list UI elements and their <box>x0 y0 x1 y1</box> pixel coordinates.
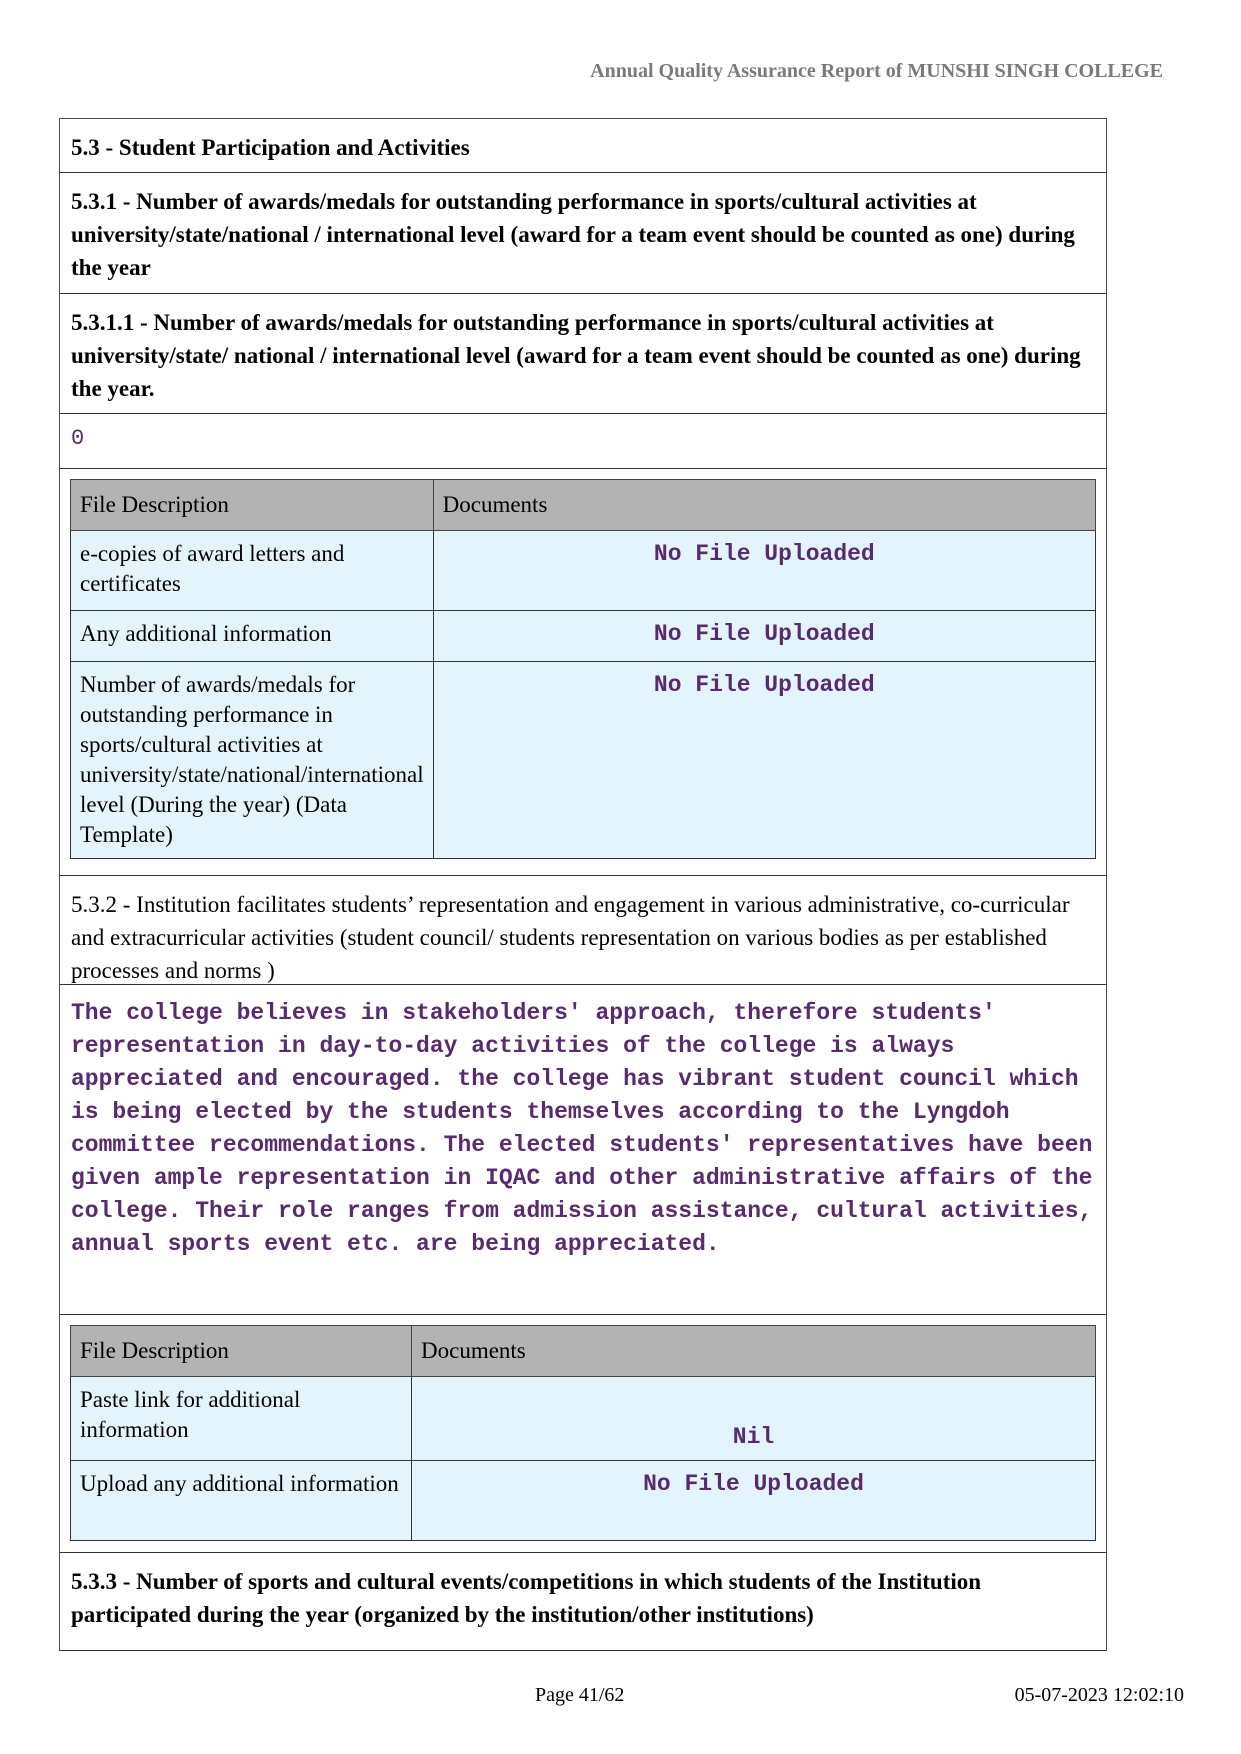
file-table-2-wrapper <box>60 1315 1106 1553</box>
document-status: No File Uploaded <box>433 531 1095 611</box>
table-row <box>71 531 1096 611</box>
document-link: Nil <box>412 1377 1096 1461</box>
table-header-row <box>71 1326 1096 1377</box>
file-table-1 <box>70 479 1096 859</box>
page-number: Page 41/62 <box>535 1684 625 1706</box>
timestamp: 05-07-2023 12:02:10 <box>1014 1684 1184 1706</box>
col-documents: Documents <box>433 480 1095 531</box>
question-5-3-3: 5.3.3 - Number of sports and cultural events/competitions in which students of the Institution participated during the year (organized by the institution/other institutions) <box>60 1553 1106 1651</box>
document-status: No File Uploaded <box>433 662 1095 859</box>
question-5-3-1-1: 5.3.1.1 - Number of awards/medals for outstanding performance in sports/cultural activities at university/state/ national / international level (award for a team event should be counted as one) during the year. <box>60 294 1106 414</box>
answer-text: The college believes in stakeholders′ approach, therefore students′ representation in day-to-day activities of the college is always appreciated and encouraged. the college has vibrant student council which is being elected by the students themselves according to the Lyngdoh committee recommendations. The elected students′ representatives have been given ample representation in IQAC and other administrative affairs of the college. Their role ranges from admission assistance, cultural activities, annual sports event etc. are being appreciated. <box>71 1000 1093 1257</box>
table-row <box>71 611 1096 662</box>
col-file-description: File Description <box>71 1326 412 1377</box>
answer-5-3-2 <box>60 985 1106 1315</box>
report-header: Annual Quality Assurance Report of MUNSHI SINGH COLLEGE <box>590 60 1163 82</box>
answer-row-5-3-1-1 <box>60 414 1106 469</box>
file-description: e-copies of award letters and certificates <box>71 531 434 611</box>
table-row <box>71 662 1096 859</box>
col-file-description: File Description <box>71 480 434 531</box>
table-row <box>71 1461 1096 1541</box>
document-status: No File Uploaded <box>433 611 1095 662</box>
file-table-2 <box>70 1325 1096 1541</box>
section-5-3-container <box>59 118 1107 1651</box>
table-row <box>71 1377 1096 1461</box>
question-5-3-2: 5.3.2 - Institution facilitates students’ representation and engagement in various administrative, co-curricular and extracurricular activities (student council/ students representation on various bodies as per established processes and norms ) <box>60 876 1106 985</box>
file-description: Upload any additional information <box>71 1461 412 1541</box>
section-title: 5.3 - Student Participation and Activities <box>60 119 1106 173</box>
document-status: No File Uploaded <box>412 1461 1096 1541</box>
table-header-row <box>71 480 1096 531</box>
file-table-1-wrapper <box>60 469 1106 876</box>
question-5-3-1: 5.3.1 - Number of awards/medals for outstanding performance in sports/cultural activities at university/state/national / international level (award for a team event should be counted as one) during the year <box>60 173 1106 294</box>
file-description: Paste link for additional information <box>71 1377 412 1461</box>
answer-value: 0 <box>71 426 85 451</box>
col-documents: Documents <box>412 1326 1096 1377</box>
file-description: Number of awards/medals for outstanding performance in sports/cultural activities at university/state/national/international level (During the year) (Data Template) <box>71 662 434 859</box>
file-description: Any additional information <box>71 611 434 662</box>
